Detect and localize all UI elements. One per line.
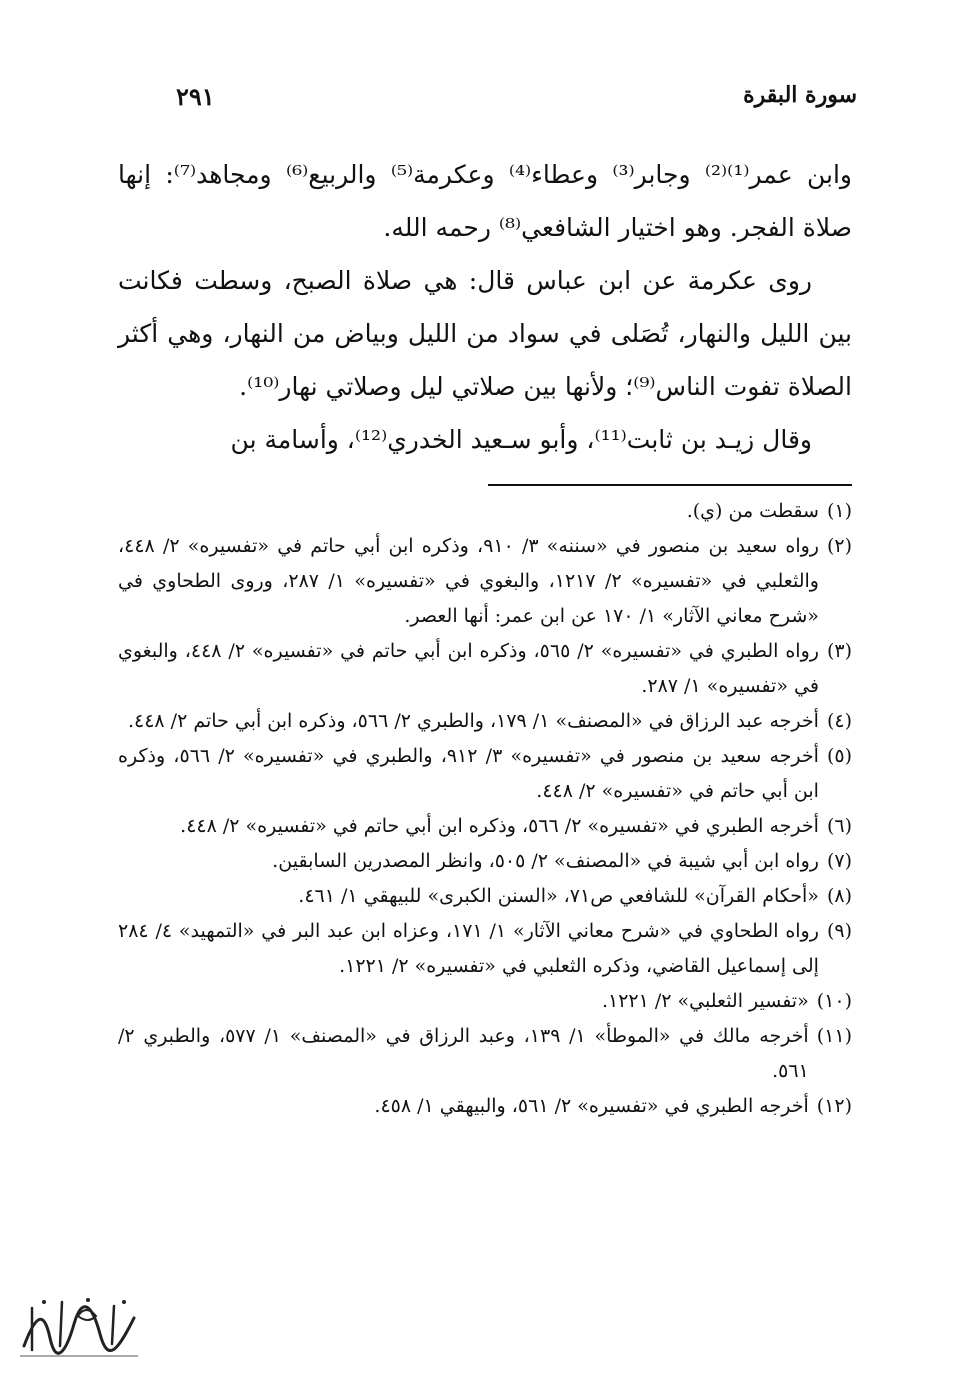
footnote-number: (٢) [826, 535, 852, 557]
footnote-7 [118, 844, 852, 879]
footnote-11 [118, 1019, 852, 1089]
page-number: ٢٩١ [176, 82, 215, 111]
footnote-8 [118, 879, 852, 914]
calligraphy-stamp-svg [14, 1294, 146, 1364]
footnote-text: رواه ابن أبي شيبة في «المصنف» ٢/ ٥٠٥، وانظر المصدرين السابقين. [272, 850, 819, 872]
footnote-6 [118, 809, 852, 844]
paragraph-3: وقال زيـد بن ثابت⁽¹¹⁾، وأبو سـعيد الخدري⁽¹²⁾، وأسامة بن [230, 425, 812, 454]
footnote-3 [118, 634, 852, 704]
footnote-text: سقطت من (ي). [686, 500, 819, 522]
footnote-12 [118, 1089, 852, 1124]
footnote-text: أخرجه الطبري في «تفسيره» ٢/ ٥٦٦، وذكره ابن أبي حاتم في «تفسيره» ٢/ ٤٤٨. [180, 815, 819, 837]
footnote-text: رواه الطحاوي في «شرح معاني الآثار» ١/ ١٧١، وعزاه ابن عبد البر في «التمهيد» ٤/ ٢٨٤ إلى إسماعيل القاضي، وذكره الثعلبي في «تفسيره» ٢/ ١٢٢١. [118, 920, 819, 977]
footnote-number: (٩) [826, 920, 852, 942]
footnote-text: رواه سعيد بن منصور في «سننه» ٣/ ٩١٠، وذكره ابن أبي حاتم في «تفسيره» ٢/ ٤٤٨، والثعلبي في «تفسيره» ٢/ ١٢١٧، والبغوي في «تفسيره» ١/ ٢٨٧، وروى الطحاوي في «شرح معاني الآثار» ١/ ١٧٠ عن ابن عمر: أنها العصر. [118, 535, 819, 627]
footnote-number: (١٠) [816, 990, 852, 1012]
footnote-number: (٣) [826, 640, 852, 662]
paragraph-2: روى عكرمة عن ابن عباس قال: هي صلاة الصبح، وسطت فكانت بين الليل والنهار، تُصَلى في سواد من الليل وبياض من النهار، وهي أكثر الصلاة تفوت الناس⁽⁹⁾؛ ولأنها بين صلاتي ليل وصلاتي نهار⁽¹⁰⁾. [118, 266, 852, 401]
footnote-number: (٦) [826, 815, 852, 837]
footnote-text: أخرجه الطبري في «تفسيره» ٢/ ٥٦١، والبيهقي ١/ ٤٥٨. [374, 1095, 809, 1117]
footnotes [118, 494, 852, 1124]
surah-title: سورة البقرة [743, 82, 857, 108]
footnote-text: أخرجه عبد الرزاق في «المصنف» ١/ ١٧٩، والطبري ٢/ ٥٦٦، وذكره ابن أبي حاتم ٢/ ٤٤٨. [127, 710, 819, 732]
footnote-text: «تفسير الثعلبي» ٢/ ١٢٢١. [601, 990, 809, 1012]
footnote-9 [118, 914, 852, 984]
footnote-separator [488, 484, 852, 486]
footnote-number: (٧) [826, 850, 852, 872]
calligraphy-logo-icon [14, 1294, 146, 1364]
footnote-1 [118, 494, 852, 529]
page-header [118, 82, 857, 122]
footnote-number: (١) [826, 500, 852, 522]
footnote-number: (١١) [816, 1025, 852, 1047]
footnote-10 [118, 984, 852, 1019]
footnote-2 [118, 529, 852, 634]
footnote-number: (٥) [826, 745, 852, 767]
footnote-5 [118, 739, 852, 809]
footnote-text: «أحكام القرآن» للشافعي ص٧١، «السنن الكبرى» للبيهقي ١/ ٤٦١. [298, 885, 819, 907]
footnote-text: أخرجه مالك في «الموطأ» ١/ ١٣٩، وعبد الرزاق في «المصنف» ١/ ٥٧٧، والطبري ٢/ ٥٦١. [118, 1025, 809, 1082]
footnote-number: (١٢) [816, 1095, 852, 1117]
footnote-number: (٨) [826, 885, 852, 907]
footnote-text: رواه الطبري في «تفسيره» ٢/ ٥٦٥، وذكره ابن أبي حاتم في «تفسيره» ٢/ ٤٤٨، والبغوي في «تفسيره» ١/ ٢٨٧. [118, 640, 819, 697]
footnote-text: أخرجه سعيد بن منصور في «تفسيره» ٣/ ٩١٢، والطبري في «تفسيره» ٢/ ٥٦٦، وذكره ابن أبي حاتم في «تفسيره» ٢/ ٤٤٨. [118, 745, 819, 802]
footnote-4 [118, 704, 852, 739]
paragraph-1: وابن عمر⁽¹⁾⁽²⁾ وجابر⁽³⁾ وعطاء⁽⁴⁾ وعكرمة⁽⁵⁾ والربيع⁽⁶⁾ ومجاهد⁽⁷⁾: إنها صلاة الفجر. وهو اختيار الشافعي⁽⁸⁾ رحمه الله. [118, 160, 852, 242]
main-text [118, 148, 852, 466]
footnote-number: (٤) [826, 710, 852, 732]
